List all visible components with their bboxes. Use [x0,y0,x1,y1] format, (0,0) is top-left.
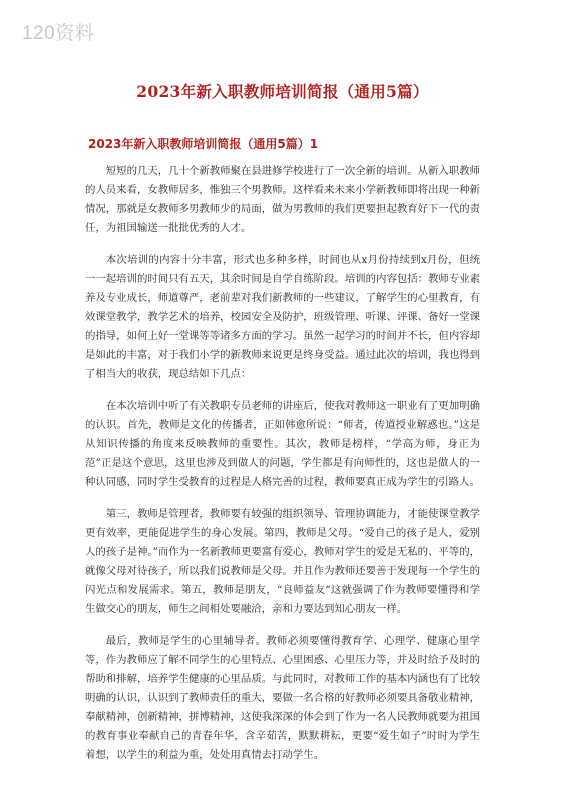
document-body [85,162,480,778]
section-title: 2023年新入职教师培训简报（通用5篇）1 [88,137,319,151]
paragraph-2: 本次培训的内容十分丰富，形式也多种多样，时间也从x月份持续到x月份，但统一一起培训的时间只有五天，其余时间是自学自练阶段。培训的内容包括：教师专业素养及专业成长，师道尊严，老前辈对我们新教师的一些建议，了解学生的心里教育，有效课堂教学，教学艺术的培养，校园安全及防护，班级管理、听课、评课、备好一堂课的指导，如何上好一堂课等等诸多方面的学习。虽然一起学习的时间并不长，但内容却是如此的丰富，对于我们小学的新教师来说更是终身受益。通过此次的培训，我也得到了相当大的收获，现总结如下几点： [85,254,480,380]
paragraph-5: 最后，教师是学生的心里辅导者。教师必须要懂得教育学、心理学、健康心里学等，作为教师应了解不同学生的心里特点、心里困惑、心里压力等，并及时给予及时的帮助和排解，培养学生健康的心里品质。与此同时，对教师工作的基本内涵也有了比较明确的认识，认识到了教师责任的重大，要做一名合格的好教师必须要具备敬业精神，奉献精神，创新精神，拼博精神，这使我深深的体会到了作为一名人民教师就要为祖国的教育事业奉献自己的青春年华，含辛茹苦，默默耕耘，更要“爱生如子”时时为学生着想，以学生的利益为重，处处用真情去打动学生。 [85,635,480,761]
watermark-logo: 120资料 [22,23,95,44]
paragraph-4: 第三，教师是管理者，教师要有较强的组织领导、管理协调能力，才能使课堂教学更有效率，更能促进学生的身心发展。第四，教师是父母。“爱自己的孩子是人，爱别人的孩子是神。”而作为一名新教师更要富有爱心，教师对学生的爱是无私的、平等的，就像父母对待孩子，所以我们说教师是父母。并且作为教师还要善于发现每一个学生的闪光点和发展需求。第五，教师是朋友，“良师益友”这就强调了作为教师要懂得和学生做交心的朋友，师生之间相处要融洽，亲和力要达到知心朋友一样。 [85,508,480,615]
paragraph-3: 在本次培训中听了有关教职专员老师的讲座后，使我对教师这一职业有了更加明确的认识。首先，教师是文化的传播者，正如韩愈所说：“师者，传道授业解惑也。”这是从知识传播的角度来反映教师的重要性。其次，教师是榜样，“学高为师，身正为范”正是这个意思，这里也涉及到做人的问题，学生都是有向师性的，这也是做人的一种认同感，同时学生受教育的过程是人格完善的过程，教师要真正成为学生的引路人。 [85,400,480,488]
document-title: 2023年新入职教师培训简报（通用5篇） [136,82,429,101]
paragraph-1: 短短的几天，几十个新教师聚在县进修学校进行了一次全新的培训。从新入职教师的人员来看，女教师居多，惟独三个男教师。这样看来未来小学新教师即将出现一种新情况，那就是女教师多男教师少的局面，做为男教师的我们更要担起教育好下一代的责任，为祖国输送一批批优秀的人才。 [85,165,480,234]
